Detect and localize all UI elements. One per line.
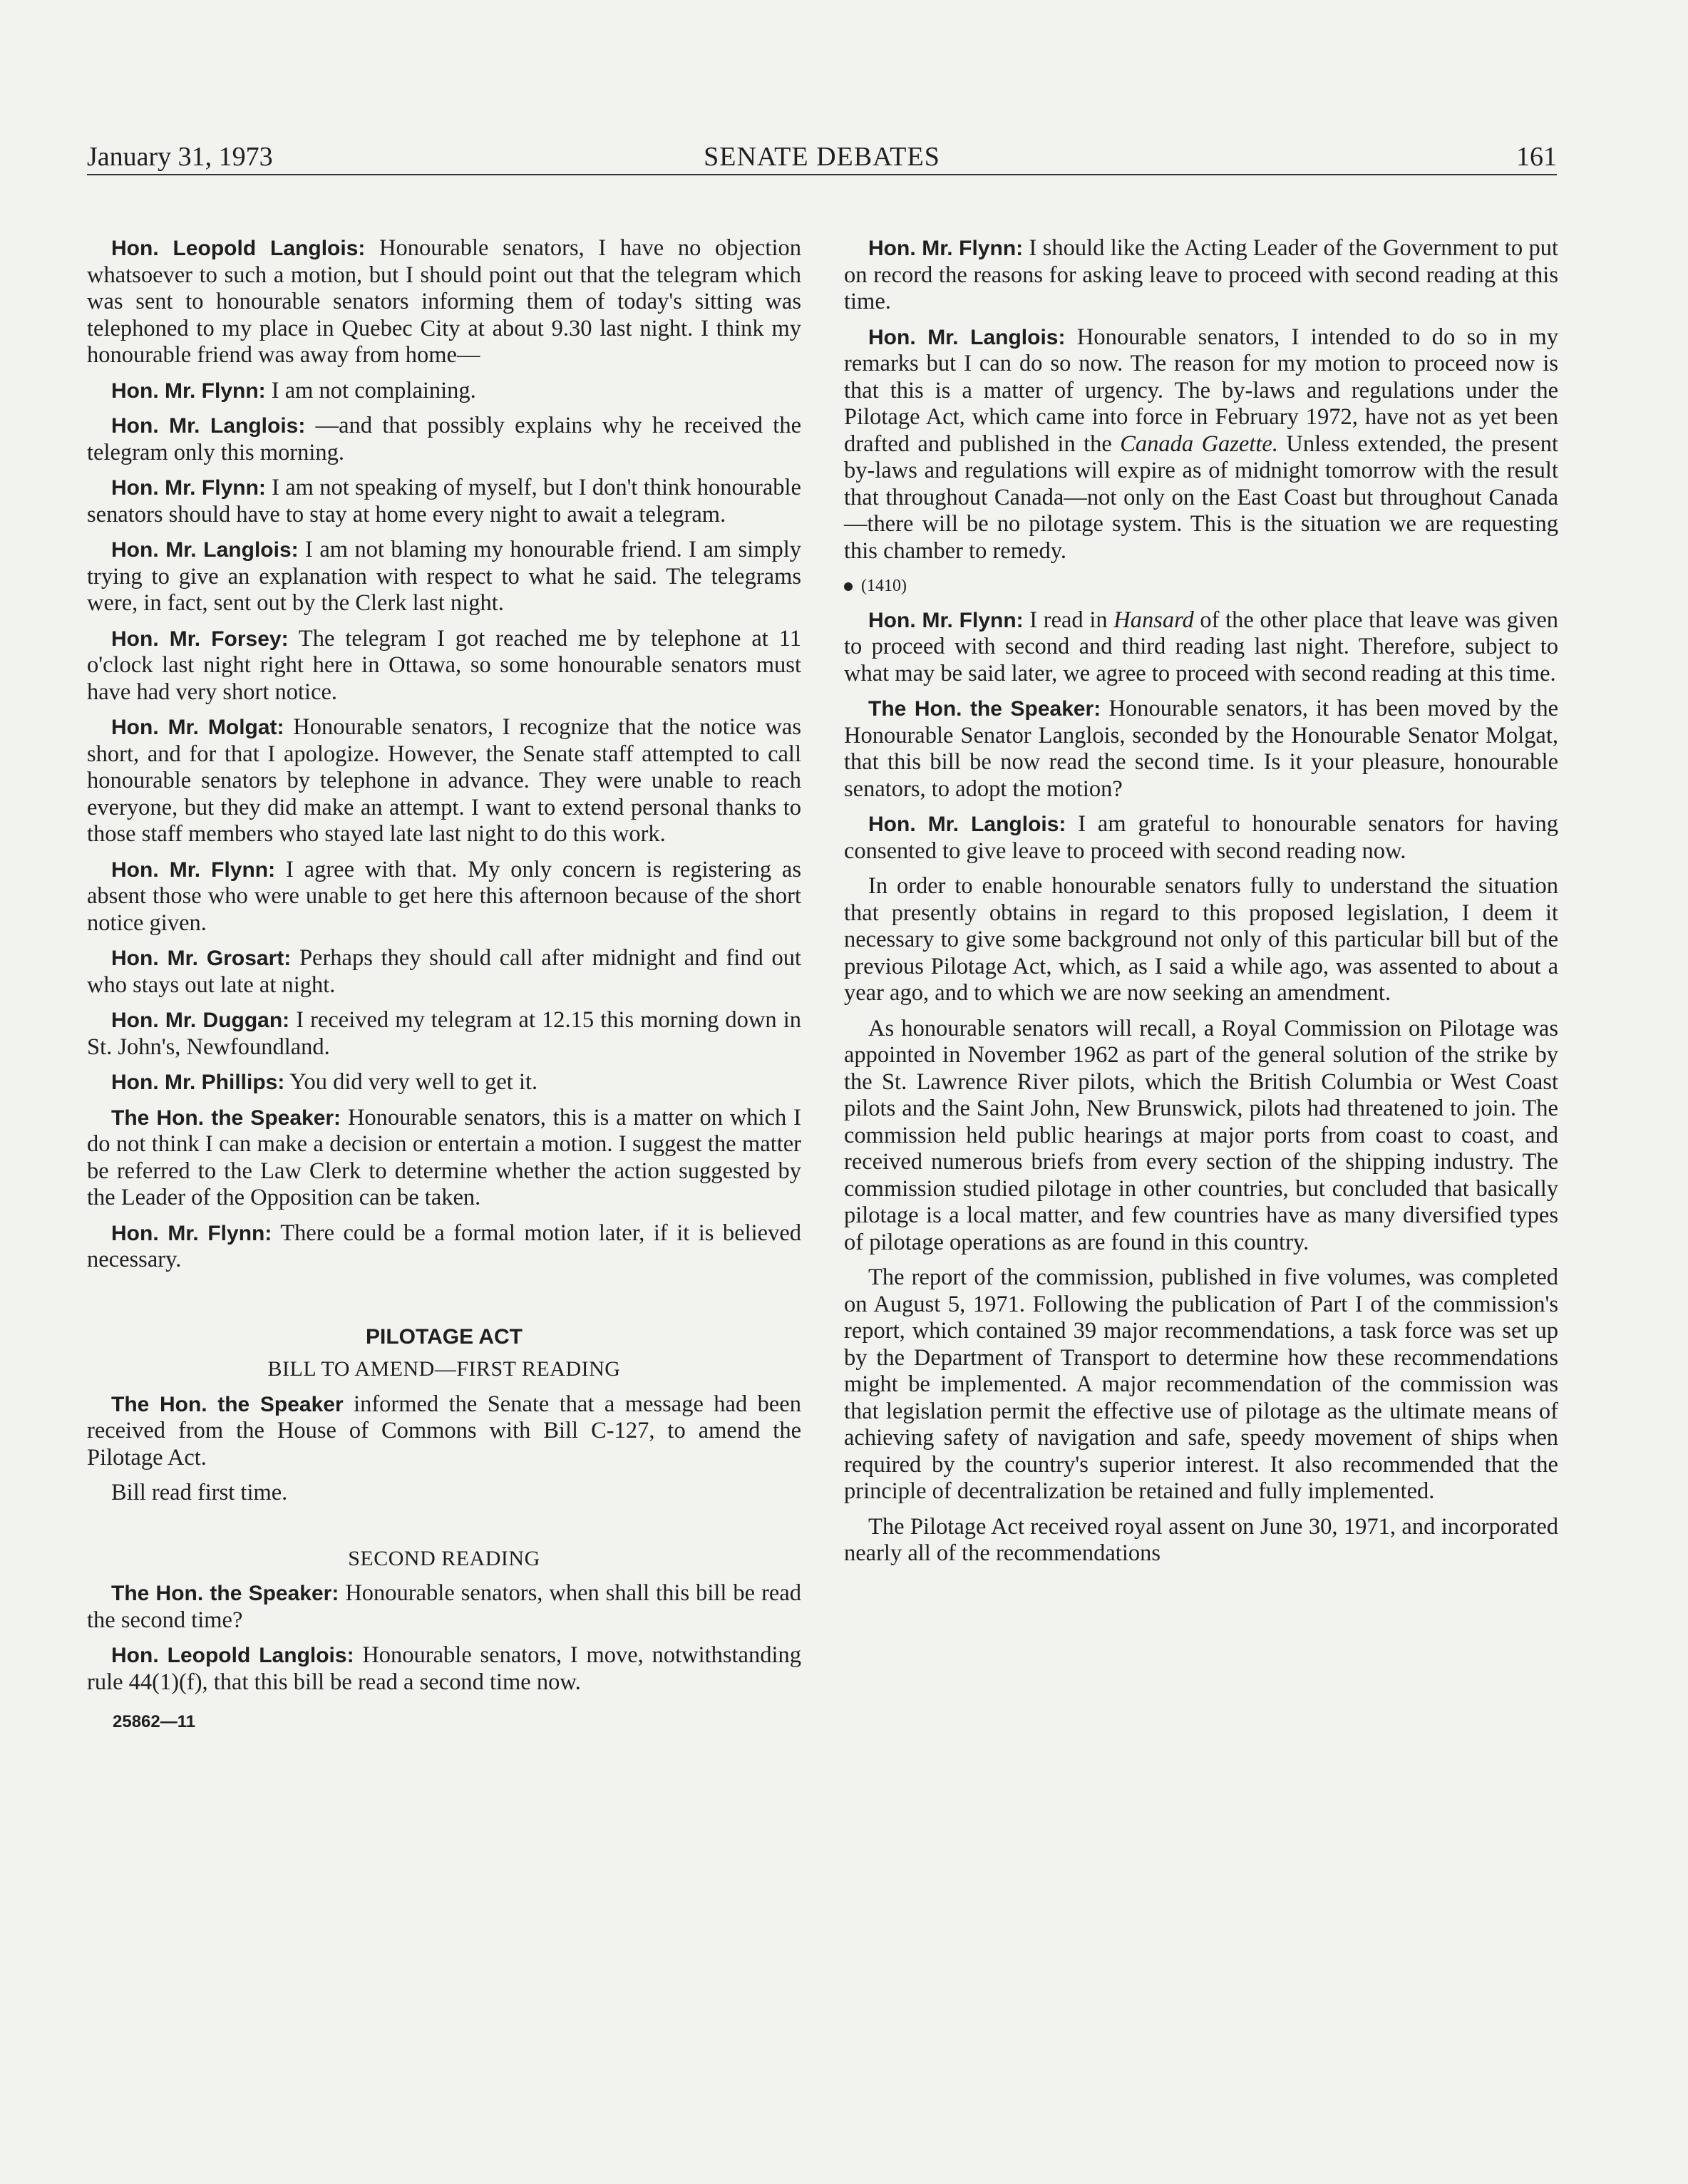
- speech-text: Honourable senators, when shall this bill be read the second time?: [87, 1580, 802, 1633]
- speech-text-continued: of the other place that leave was given to proceed with second and third reading last night. Therefore, subject to what may be said later, we agree to proceed with second reading at this time.: [844, 607, 1558, 686]
- speech-paragraph: [844, 235, 1558, 316]
- speech-paragraph: [87, 1391, 801, 1472]
- speech-text: informed the Senate that a message had been received from the House of Commons with Bill C-127, to amend the Pilotage Act.: [87, 1391, 801, 1470]
- speaker-name: Hon. Mr. Langlois:: [868, 813, 1066, 836]
- speech-text: There could be a formal motion later, if it is believed necessary.: [87, 1220, 801, 1272]
- speech-text: Honourable senators, I move, notwithstanding rule 44(1)(f), that this bill be read a second time now.: [87, 1642, 802, 1695]
- speech-text: I agree with that. My only concern is registering as absent those who were unable to get here this afternoon because of the short notice given.: [87, 856, 801, 936]
- left-column: [87, 235, 801, 1736]
- speech-text: The report of the commission, published in five volumes, was completed on August 5, 1971. Following the publication of Part I of the commission's report, which contained 39 major recommendations, a task force was set up by the Department of Transport to determine how these recommendations might be implemented. A major recommendation of the commission was that legislation permit the effective use of pilotage as the ultimate means of achieving safety of navigation and safe, speedy movement of ships when required by the country's superior interest. It also recommended that the principle of decentralization be retained and fully implemented.: [844, 1264, 1558, 1504]
- speech-paragraph: [844, 811, 1558, 865]
- speech-paragraph: [87, 1007, 801, 1061]
- speech-paragraph: [87, 1105, 801, 1212]
- speech-paragraph: [87, 626, 801, 706]
- speech-text: Honourable senators, I intended to do so in my remarks but I can do so now. The reason for my motion to proceed now is that this is a matter of urgency. The by-laws and regulations under the Pilotage Act, which came into force in February 1972, have not as yet been drafted and published in the: [844, 324, 1559, 457]
- speaker-name: Hon. Mr. Flynn:: [111, 1221, 272, 1245]
- speech-text: I am not complaining.: [265, 377, 476, 403]
- left-column-speeches: [87, 235, 801, 1274]
- publication-title: Canada Gazette.: [1120, 431, 1278, 457]
- speech-text: Perhaps they should call after midnight and find out who stays out late at night.: [87, 945, 801, 998]
- speech-text: As honourable senators will recall, a Royal Commission on Pilotage was appointed in November 1962 as part of the general solution of the strike by the St. Lawrence River pilots, which the British Columbia or West Coast pilots and the Saint John, New Brunswick, pilots had threatened to join. The commission held public hearings at major ports from coast to coast, and received numerous briefs from every section of the shipping industry. The commission studied pilotage in other countries, but concluded that basically pilotage is a local matter, and few countries have as many diversified types of pilotage operations as are found in this country.: [844, 1015, 1558, 1255]
- speech-paragraph: [87, 537, 801, 617]
- speech-text: I read in: [1023, 607, 1114, 633]
- speech-paragraph: [87, 378, 801, 405]
- speech-text: Bill read first time.: [111, 1480, 288, 1505]
- right-column: [844, 235, 1558, 1576]
- speech-paragraph: [844, 324, 1558, 565]
- speaker-name: Hon. Leopold Langlois:: [111, 237, 366, 260]
- speaker-name: The Hon. the Speaker:: [111, 1106, 341, 1130]
- speech-text: I am not blaming my honourable friend. I am simply trying to give an explanation with respect to what he said. The telegrams were, in fact, sent out by the Clerk last night.: [87, 537, 802, 616]
- speaker-name: Hon. Mr. Duggan:: [111, 1009, 290, 1032]
- header-title: SENATE DEBATES: [704, 142, 940, 172]
- speaker-name: The Hon. the Speaker: [111, 1392, 344, 1416]
- speaker-name: Hon. Mr. Phillips:: [111, 1071, 285, 1094]
- speaker-name: Hon. Mr. Flynn:: [111, 476, 266, 500]
- speech-text: Honourable senators, this is a matter on which I do not think I can make a decision or entertain a motion. I suggest the matter be referred to the Law Clerk to determine whether the action suggested by the Leader of the Opposition can be taken.: [87, 1104, 801, 1210]
- second-reading-heading: SECOND READING: [348, 1546, 540, 1570]
- speech-paragraph: [87, 714, 801, 848]
- speech-text: You did very well to get it.: [284, 1069, 538, 1095]
- speech-paragraph: [87, 1220, 801, 1274]
- speech-text: Honourable senators, it has been moved by the Honourable Senator Langlois, seconded by the Honourable Senator Molgat, that this bill be now read the second time. Is it your pleasure, honourable senators, to adopt the motion?: [844, 696, 1559, 802]
- speaker-name: Hon. Mr. Flynn:: [868, 237, 1024, 260]
- header-date: January 31, 1973: [87, 142, 273, 172]
- header-page-number: 161: [1516, 142, 1557, 172]
- body-paragraph: [844, 1514, 1558, 1567]
- body-paragraph: [844, 1016, 1558, 1257]
- speech-text: Honourable senators, I recognize that the notice was short, and for that I apologize. However, the Senate staff attempted to call honourable senators by telephone in advance. They were unable to reach everyone, but they did make an attempt. I want to extend personal thanks to those staff members who stayed late last night to do this work.: [87, 714, 801, 847]
- speech-text: I am grateful to honourable senators for having consented to give leave to proceed with second reading now.: [844, 811, 1558, 864]
- body-paragraph: [844, 873, 1558, 1007]
- speaker-name: Hon. Mr. Flynn:: [111, 857, 276, 882]
- speaker-name: The Hon. the Speaker:: [868, 697, 1101, 721]
- speech-paragraph: [844, 696, 1558, 803]
- section-title: PILOTAGE ACT: [366, 1324, 523, 1349]
- speech-text: I received my telegram at 12.15 this morning down in St. John's, Newfoundland.: [87, 1007, 801, 1060]
- speaker-name: Hon. Mr. Grosart:: [111, 947, 292, 970]
- procedural-note: [87, 1480, 801, 1507]
- section-subtitle: BILL TO AMEND—FIRST READING: [267, 1357, 621, 1381]
- print-code: 25862—11: [113, 1712, 196, 1731]
- speech-paragraph: [87, 1069, 801, 1096]
- speech-text: Honourable senators, I have no objection whatsoever to such a motion, but I should point out that the telegram which was sent to honourable senators informing them of today's sitting was telephoned to my place in Quebec City at about 9.30 last night. I think my honourable friend was away from home—: [87, 235, 801, 368]
- speech-text: The telegram I got reached me by telephone at 11 o'clock last night right here in Ottawa, so some honourable senators must have had very short notice.: [87, 625, 801, 705]
- speaker-name: Hon. Mr. Molgat:: [111, 716, 284, 739]
- speaker-name: Hon. Mr. Flynn:: [111, 378, 266, 403]
- speech-paragraph: [87, 1580, 801, 1634]
- speech-paragraph: [87, 1642, 801, 1696]
- page-header: [87, 140, 1557, 175]
- speech-paragraph: [87, 945, 801, 999]
- speaker-name: Hon. Mr. Flynn:: [868, 608, 1024, 632]
- speaker-name: Hon. Leopold Langlois:: [111, 1644, 354, 1667]
- bullet-icon: [844, 582, 853, 591]
- speaker-name: Hon. Mr. Langlois:: [868, 325, 1066, 349]
- speech-paragraph: [87, 857, 801, 937]
- body-paragraph: [844, 1264, 1558, 1505]
- speech-text: I should like the Acting Leader of the Government to put on record the reasons for asking leave to proceed with second reading at this time.: [844, 235, 1558, 314]
- speaker-name: Hon. Mr. Langlois:: [111, 538, 299, 562]
- speech-text: The Pilotage Act received royal assent on June 30, 1971, and incorporated nearly all of the recommendations: [844, 1513, 1558, 1566]
- speaker-name: Hon. Mr. Forsey:: [111, 627, 289, 651]
- speech-paragraph: [87, 235, 801, 369]
- speech-text: In order to enable honourable senators fully to understand the situation that presently obtains in regard to this proposed legislation, I deem it necessary to give some background not only of this particular bill but of the previous Pilotage Act, which, as I said a while ago, was assented to about a year ago, and to which we are now seeking an amendment.: [844, 873, 1558, 1006]
- publication-title: Hansard: [1113, 607, 1194, 633]
- speech-text: —and that possibly explains why he received the telegram only this morning.: [87, 413, 801, 465]
- time-marker-text: (1410): [861, 577, 907, 595]
- speech-text-continued: Unless extended, the present by-laws and regulations will expire as of midnight tomorrow with the result that throughout Canada—not only on the East Coast but throughout Canada—there will be no pilotage system. This is the situation we are requesting this chamber to remedy.: [844, 431, 1558, 564]
- speech-paragraph: [87, 413, 801, 466]
- speech-paragraph: [844, 607, 1558, 688]
- speech-text: I am not speaking of myself, but I don't think honourable senators should have to stay at home every night to await a telegram.: [87, 475, 801, 527]
- time-marker: [844, 573, 1558, 600]
- speaker-name: The Hon. the Speaker:: [111, 1582, 339, 1605]
- speech-paragraph: [87, 475, 801, 528]
- speaker-name: Hon. Mr. Langlois:: [111, 414, 306, 438]
